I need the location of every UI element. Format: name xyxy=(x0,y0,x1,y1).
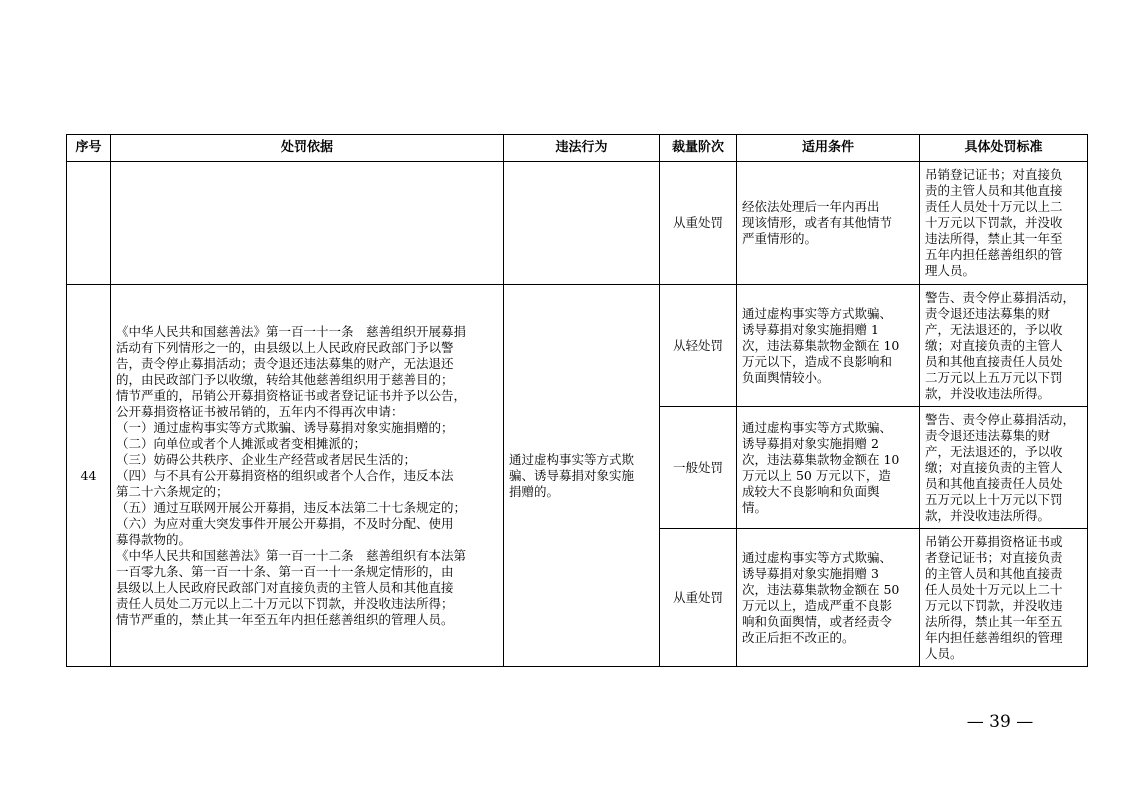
violation-behavior xyxy=(504,285,660,667)
standard-line: 者登记证书；对直接负责 xyxy=(925,549,1063,565)
standard-line: 二万元以上五万元以下罚 xyxy=(925,369,1063,385)
standard-line: 产，无法退还的，予以收 xyxy=(925,321,1063,337)
basis-line: 责任人员处二万元以上二十万元以下罚款，并没收违法所得； xyxy=(116,595,454,611)
item-44-row-light xyxy=(67,285,1088,407)
condition-line: 万元以下，造成不良影响和 xyxy=(742,353,893,369)
standard-light xyxy=(920,285,1088,407)
basis-line: 《中华人民共和国慈善法》第一百一十二条 慈善组织有本法第 xyxy=(116,547,467,563)
level-general: 一般处罚 xyxy=(660,407,737,529)
condition-line: 万元以上，造成严重不良影 xyxy=(742,597,893,613)
standard-line: 五万元以上十万元以下罚 xyxy=(925,491,1063,507)
condition-line: 成较大不良影响和负面舆 xyxy=(742,483,880,499)
standard-line: 员和其他直接责任人员处 xyxy=(925,475,1063,491)
condition-line: 负面舆情较小。 xyxy=(742,369,830,385)
standard-line: 违法所得，禁止其一年至 xyxy=(925,231,1063,246)
header-condition: 适用条件 xyxy=(737,135,920,162)
item-number: 44 xyxy=(67,285,111,667)
standard-line: 责令退还违法募集的财 xyxy=(925,427,1051,443)
header-number: 序号 xyxy=(67,135,111,162)
penalty-standards-table xyxy=(66,134,1088,667)
basis-line: 公开募捐资格证书被吊销的，五年内不得再次申请： xyxy=(116,403,404,419)
condition-line: 通过虚构事实等方式欺骗、 xyxy=(742,305,893,321)
standard-line: 产，无法退还的，予以收 xyxy=(925,443,1063,459)
condition-heavy xyxy=(737,529,920,667)
condition-line: 万元以上 50 万元以下，造 xyxy=(742,467,891,483)
condition-line: 严重情形的。 xyxy=(742,231,818,246)
header-row xyxy=(67,135,1088,162)
standard-line: 吊销公开募捐资格证书或 xyxy=(925,533,1063,549)
basis-line: 告，责令停止募捐活动；责令退还违法募集的财产，无法退还 xyxy=(116,355,454,371)
condition-line: 情。 xyxy=(742,499,768,515)
standard-line: 责令退还违法募集的财 xyxy=(925,305,1051,321)
header-basis: 处罚依据 xyxy=(111,135,504,162)
continuation-level: 从重处罚 xyxy=(660,162,737,285)
standard-general xyxy=(920,407,1088,529)
violation-line: 骗、诱导募捐对象实施 xyxy=(509,467,635,483)
standard-line: 十万元以下罚款，并没收 xyxy=(925,215,1063,230)
condition-line: 次，违法募集款物金额在 10 xyxy=(742,337,900,353)
standard-line: 警告、责令停止募捐活动， xyxy=(925,289,1076,305)
basis-line: 一百零九条、第一百一十条、第一百一十一条规定情形的，由 xyxy=(116,563,454,579)
continuation-basis-cell xyxy=(111,162,504,285)
page-number: — 39 — xyxy=(966,712,1034,732)
basis-line: （一）通过虚构事实等方式欺骗、诱导募捐对象实施捐赠的； xyxy=(116,419,454,435)
basis-line: 情节严重的，禁止其一年至五年内担任慈善组织的管理人员。 xyxy=(116,611,454,627)
basis-line: 情节严重的，吊销公开募捐资格证书或者登记证书并予以公告， xyxy=(116,387,467,403)
condition-general xyxy=(737,407,920,529)
basis-line: （三）妨碍公共秩序、企业生产经营或者居民生活的； xyxy=(116,451,417,467)
standard-line: 款，并没收违法所得。 xyxy=(925,385,1051,401)
basis-line: 的，由民政部门予以收缴，转给其他慈善组织用于慈善目的； xyxy=(116,371,454,387)
basis-line: 募得款物的。 xyxy=(116,531,192,547)
condition-line: 诱导募捐对象实施捐赠 3 xyxy=(742,565,879,581)
standard-line: 理人员。 xyxy=(925,263,976,278)
standard-line: 的主管人员和其他直接责 xyxy=(925,565,1063,581)
continuation-condition xyxy=(737,162,920,285)
standard-line: 员和其他直接责任人员处 xyxy=(925,353,1063,369)
header-level: 裁量阶次 xyxy=(660,135,737,162)
header-standard: 具体处罚标准 xyxy=(920,135,1088,162)
basis-line: 县级以上人民政府民政部门对直接负责的主管人员和其他直接 xyxy=(116,579,454,595)
condition-line: 现该情形，或者有其他情节 xyxy=(742,215,893,230)
basis-line: （四）与不具有公开募捐资格的组织或者个人合作，违反本法 xyxy=(116,467,454,483)
basis-line: 第二十六条规定的； xyxy=(116,483,229,499)
standard-line: 法所得，禁止其一年至五 xyxy=(925,613,1063,629)
condition-line: 诱导募捐对象实施捐赠 1 xyxy=(742,321,879,337)
condition-line: 响和负面舆情，或者经责令 xyxy=(742,613,893,629)
penalty-basis xyxy=(111,285,504,667)
standard-line: 责任人员处十万元以上二 xyxy=(925,199,1063,214)
standard-line: 缴；对直接负责的主管人 xyxy=(925,337,1063,353)
violation-line: 通过虚构事实等方式欺 xyxy=(509,451,635,467)
header-violation: 违法行为 xyxy=(504,135,660,162)
condition-line: 通过虚构事实等方式欺骗、 xyxy=(742,549,893,565)
condition-line: 通过虚构事实等方式欺骗、 xyxy=(742,419,893,435)
standard-line: 吊销登记证书；对直接负 xyxy=(925,167,1063,182)
condition-line: 经依法处理后一年内再出 xyxy=(742,199,880,214)
standard-line: 人员。 xyxy=(925,645,963,661)
condition-line: 改正后拒不改正的。 xyxy=(742,629,855,645)
standard-line: 任人员处十万元以上二十 xyxy=(925,581,1063,597)
standard-heavy xyxy=(920,529,1088,667)
condition-line: 次，违法募集款物金额在 10 xyxy=(742,451,900,467)
continuation-number-cell xyxy=(67,162,111,285)
basis-line: 活动有下列情形之一的，由县级以上人民政府民政部门予以警 xyxy=(116,339,454,355)
standard-line: 责的主管人员和其他直接 xyxy=(925,183,1063,198)
condition-light xyxy=(737,285,920,407)
standard-line: 五年内担任慈善组织的管 xyxy=(925,247,1063,262)
violation-line: 捐赠的。 xyxy=(509,483,560,499)
standard-line: 年内担任慈善组织的管理 xyxy=(925,629,1063,645)
continuation-row xyxy=(67,162,1088,285)
basis-line: （二）向单位或者个人摊派或者变相摊派的； xyxy=(116,435,367,451)
standard-line: 款，并没收违法所得。 xyxy=(925,507,1051,523)
standard-line: 万元以下罚款，并没收违 xyxy=(925,597,1063,613)
standard-line: 缴；对直接负责的主管人 xyxy=(925,459,1063,475)
level-heavy: 从重处罚 xyxy=(660,529,737,667)
basis-line: 《中华人民共和国慈善法》第一百一十一条 慈善组织开展募捐 xyxy=(116,323,467,339)
continuation-standard xyxy=(920,162,1088,285)
level-light: 从轻处罚 xyxy=(660,285,737,407)
standard-line: 警告、责令停止募捐活动， xyxy=(925,411,1076,427)
basis-line: （六）为应对重大突发事件开展公开募捐，不及时分配、使用 xyxy=(116,515,454,531)
condition-line: 次，违法募集款物金额在 50 xyxy=(742,581,900,597)
condition-line: 诱导募捐对象实施捐赠 2 xyxy=(742,435,879,451)
basis-line: （五）通过互联网开展公开募捐，违反本法第二十七条规定的； xyxy=(116,499,467,515)
continuation-violation-cell xyxy=(504,162,660,285)
